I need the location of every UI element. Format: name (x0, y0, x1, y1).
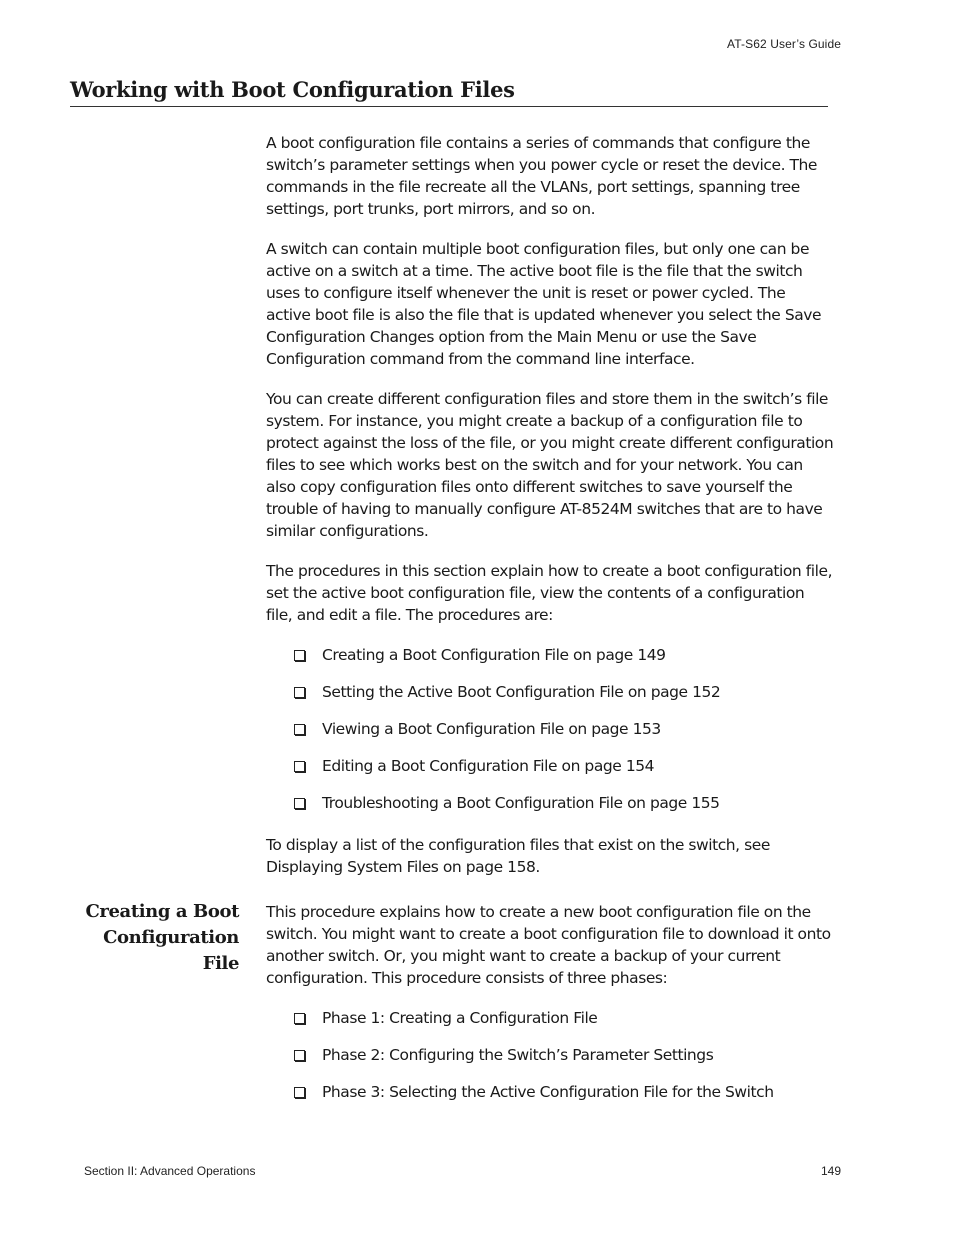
list-item (294, 1044, 834, 1066)
list-item (294, 755, 834, 777)
list-item (294, 1007, 834, 1029)
procedure-list (266, 644, 834, 814)
list-item (294, 644, 834, 666)
procedure-link[interactable]: Creating a Boot Configuration File on page 149 (322, 646, 666, 664)
intro-paragraph-1: A boot configuration file contains a series of commands that configure the switch’s parameter settings when you power cycle or reset the device. The commands in the file recreate all the VLANs, port settings, spanning tree settings, port trunks, port mirrors, and so on. (266, 134, 817, 218)
checkbox-bullet-icon (294, 1013, 305, 1024)
phase-item: Phase 3: Selecting the Active Configuration File for the Switch (322, 1083, 774, 1101)
running-header: AT-S62 User’s Guide (727, 37, 841, 51)
intro-paragraph-3: You can create different configuration files and store them in the switch’s file system. For instance, you might create a backup of a configuration file to protect against the loss of the file, or you might create different configuration files to see which works best on the switch and for your network. You can also copy configuration files onto different switches to save yourself the trouble of having to manually configure AT-8524M switches that are to have similar configurations. (266, 390, 834, 540)
checkbox-bullet-icon (294, 761, 305, 772)
phase-list (266, 1007, 834, 1103)
footer-page-number: 149 (820, 1164, 841, 1178)
intro-paragraph-2: A switch can contain multiple boot configuration files, but only one can be active on a switch at a time. The active boot file is the file that the switch uses to configure itself whenever the unit is reset or power cycled. The active boot file is also the file that is updated whenever you select the Save Configuration Changes option from the Main Menu or use the Save Configuration command from the command line interface. (266, 240, 822, 368)
procedure-link[interactable]: Editing a Boot Configuration File on page 154 (322, 757, 655, 775)
footer-section-label: Section II: Advanced Operations (84, 1164, 256, 1178)
section-title: Working with Boot Configuration Files (70, 77, 828, 107)
checkbox-bullet-icon (294, 1087, 305, 1098)
checkbox-bullet-icon (294, 1050, 305, 1061)
subsection-heading-line-3: File (202, 953, 239, 974)
procedure-link[interactable]: Setting the Active Boot Configuration File on page 152 (322, 683, 721, 701)
procedure-link[interactable]: Troubleshooting a Boot Configuration File on page 155 (322, 794, 720, 812)
list-item (294, 792, 834, 814)
intro-paragraph-4: The procedures in this section explain how to create a boot configuration file, set the active boot configuration file, view the contents of a configuration file, and edit a file. The procedures are: (266, 562, 833, 624)
subsection-heading (60, 899, 239, 977)
subsection-heading-line-1: Creating a Boot (85, 901, 239, 922)
subsection-heading-line-2: Configuration (103, 927, 239, 948)
checkbox-bullet-icon (294, 798, 305, 809)
subsection-body (266, 901, 834, 1123)
checkbox-bullet-icon (294, 724, 305, 735)
list-item (294, 1081, 834, 1103)
list-item (294, 681, 834, 703)
intro-section (266, 132, 834, 896)
phase-item: Phase 1: Creating a Configuration File (322, 1009, 598, 1027)
procedure-link[interactable]: Viewing a Boot Configuration File on page 153 (322, 720, 661, 738)
checkbox-bullet-icon (294, 687, 305, 698)
phase-item: Phase 2: Configuring the Switch’s Parameter Settings (322, 1046, 714, 1064)
subsection-paragraph: This procedure explains how to create a new boot configuration file on the switch. You might want to create a boot configuration file to download it onto another switch. Or, you might want to create a backup of your current configuration. This procedure consists of three phases: (266, 903, 831, 987)
list-item (294, 718, 834, 740)
closing-paragraph: To display a list of the configuration files that exist on the switch, see Displaying System Files on page 158. (266, 836, 770, 876)
checkbox-bullet-icon (294, 650, 305, 661)
